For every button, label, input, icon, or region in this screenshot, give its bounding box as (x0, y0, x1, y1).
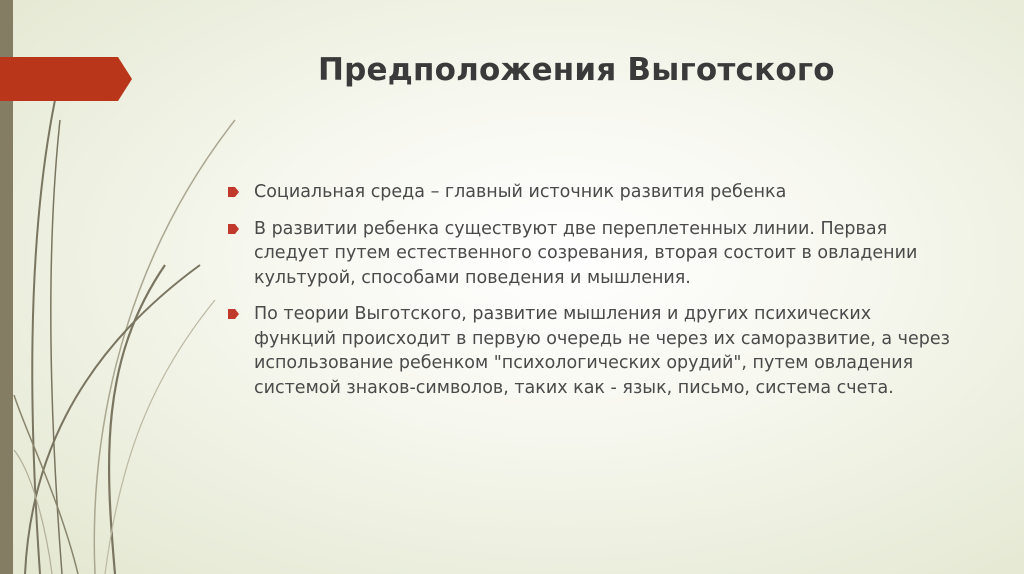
bullet-item (228, 180, 958, 205)
arrow-bullet-icon (228, 309, 239, 319)
left-sidebar-bar (0, 0, 13, 574)
grass-stroke-4 (109, 265, 165, 574)
bullet-text: В развитии ребенка существуют две переплетенных линии. Первая следует путем естественного созревания, вторая состоит в овладении культурой, способами поведения и мышления. (254, 218, 918, 288)
title-accent-shape (0, 57, 132, 101)
grass-stroke-1 (32, 100, 55, 574)
bullet-text: По теории Выготского, развитие мышления и других психических функций происходит в первую очередь не через их саморазвитие, а через использование ребенком "психологических орудий", путем овладения системой знаков-символов, таких как - язык, письмо, система счета. (254, 304, 950, 398)
bullet-item (228, 217, 958, 291)
bullet-text: Социальная среда – главный источник развития ребенка (254, 182, 787, 202)
grass-stroke-5 (25, 265, 200, 574)
arrow-bullet-icon (228, 224, 239, 234)
bullet-list (228, 180, 958, 412)
grass-stroke-7 (14, 450, 52, 574)
grass-stroke-3 (94, 120, 235, 574)
grass-stroke-8 (105, 300, 215, 574)
slide-title: Предположения Выготского (318, 52, 835, 88)
grass-stroke-2 (51, 120, 62, 574)
grass-stroke-6 (14, 395, 78, 574)
arrow-bullet-icon (228, 187, 239, 197)
bullet-item (228, 302, 958, 400)
